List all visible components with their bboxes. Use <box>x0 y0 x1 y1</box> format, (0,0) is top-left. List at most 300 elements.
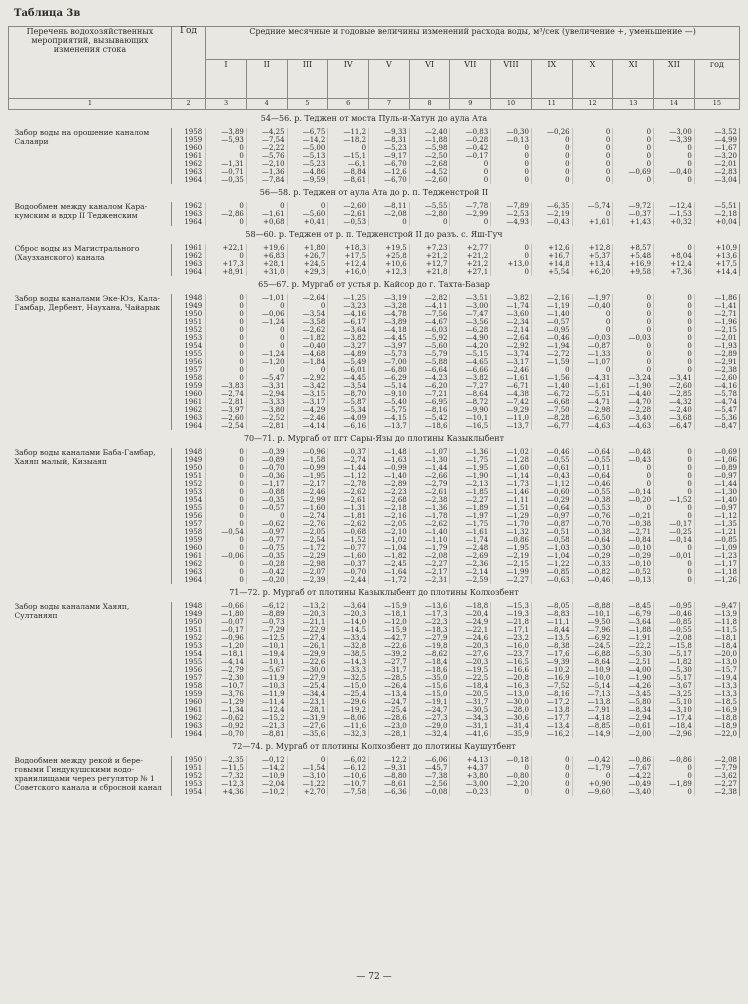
month-value-cell: —9,17 <box>369 152 410 160</box>
month-value-cell: +16,9 <box>613 260 654 268</box>
month-value-cell: 0 <box>613 128 654 136</box>
month-value-cell: —23,1 <box>287 698 328 706</box>
month-value-cell: —1,12 <box>328 472 369 480</box>
month-value-cell: —1,51 <box>491 504 532 512</box>
month-value-cell: —0,53 <box>572 504 613 512</box>
month-value-cell: —2,20 <box>491 780 532 788</box>
month-value-cell: 0 <box>654 160 695 168</box>
month-value-cell: —2,48 <box>450 544 491 552</box>
month-value-cell: —5,92 <box>409 334 450 342</box>
month-value-cell: +0,68 <box>246 218 287 226</box>
month-value-cell: —0,70 <box>572 520 613 528</box>
month-value-cell: —4,22 <box>613 772 654 780</box>
month-value-cell: 0 <box>654 176 695 184</box>
month-value-cell: —1,89 <box>654 780 695 788</box>
month-value-cell: —2,05 <box>369 520 410 528</box>
month-value-cell: —23,7 <box>491 650 532 658</box>
annual-value-cell: —20,0 <box>694 650 739 658</box>
month-value-cell: —0,51 <box>531 528 572 536</box>
month-value-cell: —1,44 <box>409 464 450 472</box>
month-value-cell: 0 <box>654 488 695 496</box>
month-value-cell: 0 <box>491 160 532 168</box>
annual-value-cell: —3,20 <box>694 152 739 160</box>
month-value-cell: +17,5 <box>328 252 369 260</box>
year-cell: 1957 <box>171 520 205 528</box>
month-value-cell: —19,3 <box>491 610 532 618</box>
month-value-cell: —3,45 <box>613 690 654 698</box>
month-value-cell: —1,22 <box>531 560 572 568</box>
column-number: 3 <box>206 99 247 110</box>
month-value-cell: —2,56 <box>409 780 450 788</box>
month-value-cell: —3,33 <box>246 398 287 406</box>
month-value-cell: —4,23 <box>409 374 450 382</box>
year-cell: 1953 <box>171 488 205 496</box>
month-value-cell: 0 <box>531 152 572 160</box>
annual-value-cell: —16,9 <box>694 706 739 714</box>
month-value-cell: —0,29 <box>572 552 613 560</box>
month-value-cell: +8,04 <box>654 252 695 260</box>
column-number: 6 <box>328 99 369 110</box>
month-value-cell: —1,31 <box>328 504 369 512</box>
month-value-cell: 0 <box>491 152 532 160</box>
month-value-cell: —5,76 <box>246 152 287 160</box>
month-value-cell: —1,60 <box>287 504 328 512</box>
month-value-cell: —4,20 <box>450 342 491 350</box>
month-value-cell: 0 <box>572 168 613 176</box>
month-value-cell: +10,6 <box>369 260 410 268</box>
month-value-cell: 0 <box>654 358 695 366</box>
month-value-cell: —3,27 <box>328 342 369 350</box>
month-value-cell: —2,14 <box>450 568 491 576</box>
section-title: 72—74. р. Мургаб от плотины Колхозбент до плотины Каушутбент <box>232 742 516 751</box>
month-value-cell: 0 <box>246 342 287 350</box>
month-value-cell: —17,1 <box>491 626 532 634</box>
month-value-cell: —2,10 <box>369 528 410 536</box>
annual-value-cell: —13,3 <box>694 690 739 698</box>
year-cell: 1952 <box>171 772 205 780</box>
month-value-cell: —26,1 <box>287 642 328 650</box>
month-value-cell: —1,40 <box>531 310 572 318</box>
year-cell: 1948 <box>171 448 205 456</box>
table-body <box>9 99 740 797</box>
column-numbers-row <box>9 99 740 110</box>
header-month: VII <box>450 60 491 99</box>
month-value-cell: 0 <box>531 176 572 184</box>
annual-value-cell: —0,89 <box>694 464 739 472</box>
column-number: 15 <box>694 99 739 110</box>
month-value-cell: —0,29 <box>613 552 654 560</box>
month-value-cell: —0,30 <box>572 544 613 552</box>
year-cell: 1964 <box>171 730 205 738</box>
month-value-cell: —18,6 <box>409 666 450 674</box>
month-value-cell: 0 <box>654 334 695 342</box>
month-value-cell: —7,78 <box>450 202 491 210</box>
month-value-cell: —18,2 <box>328 136 369 144</box>
month-value-cell: —2,62 <box>409 520 450 528</box>
month-value-cell: —14,5 <box>328 626 369 634</box>
month-value-cell: 0 <box>654 302 695 310</box>
month-value-cell: —1,63 <box>369 456 410 464</box>
month-value-cell: —0,97 <box>246 528 287 536</box>
month-value-cell: —2,85 <box>654 390 695 398</box>
month-value-cell: —0,43 <box>531 472 572 480</box>
month-value-cell: —3,58 <box>287 318 328 326</box>
month-value-cell: —17,2 <box>531 698 572 706</box>
month-value-cell: —1,82 <box>287 334 328 342</box>
month-value-cell: +25,8 <box>369 252 410 260</box>
header-month: XI <box>613 60 654 99</box>
month-value-cell: —5,93 <box>206 136 247 144</box>
annual-value-cell: —18,8 <box>694 714 739 722</box>
month-value-cell: 0 <box>206 334 247 342</box>
month-value-cell: —9,60 <box>572 788 613 796</box>
month-value-cell: —5,47 <box>246 374 287 382</box>
month-value-cell: —8,45 <box>613 602 654 610</box>
month-value-cell: 0 <box>613 144 654 152</box>
month-value-cell: —10,3 <box>246 682 287 690</box>
month-value-cell: —1,40 <box>369 472 410 480</box>
month-value-cell: 0 <box>613 366 654 374</box>
month-value-cell: —3,54 <box>287 310 328 318</box>
month-value-cell: 0 <box>246 202 287 210</box>
month-value-cell: —2,31 <box>409 576 450 584</box>
month-value-cell: +26,7 <box>287 252 328 260</box>
month-value-cell: —6,71 <box>491 382 532 390</box>
month-value-cell: —0,46 <box>531 334 572 342</box>
month-value-cell: 0 <box>654 764 695 772</box>
measure-description: Сброс воды из Магистрального (Хаузханского) канала <box>14 244 140 262</box>
month-value-cell: 0 <box>206 480 247 488</box>
month-value-cell: —3,60 <box>491 310 532 318</box>
annual-value-cell: —11,5 <box>694 626 739 634</box>
month-value-cell: 0 <box>206 294 247 302</box>
month-value-cell: —9,72 <box>613 202 654 210</box>
month-value-cell: 0 <box>491 788 532 796</box>
month-value-cell: —2,27 <box>409 560 450 568</box>
month-value-cell: +5,54 <box>531 268 572 276</box>
month-value-cell: —1,10 <box>409 536 450 544</box>
table-row <box>9 756 740 764</box>
month-value-cell: —0,85 <box>531 568 572 576</box>
year-cell: 1950 <box>171 756 205 764</box>
month-value-cell: 0 <box>491 244 532 252</box>
month-value-cell: —22,1 <box>450 626 491 634</box>
month-value-cell: —2,27 <box>450 496 491 504</box>
month-value-cell: —0,96 <box>287 448 328 456</box>
month-value-cell: —0,57 <box>246 504 287 512</box>
month-value-cell: —0,84 <box>613 536 654 544</box>
year-cell: 1950 <box>171 618 205 626</box>
annual-value-cell: —2,08 <box>694 756 739 764</box>
month-value-cell: —2,62 <box>287 326 328 334</box>
month-value-cell: 0 <box>654 144 695 152</box>
annual-value-cell: —18,1 <box>694 634 739 642</box>
month-value-cell: —1,32 <box>491 528 532 536</box>
month-value-cell: —1,29 <box>206 698 247 706</box>
month-value-cell: —3,19 <box>369 294 410 302</box>
year-cell: 1961 <box>171 706 205 714</box>
year-cell: 1964 <box>171 268 205 276</box>
annual-value-cell: —2,71 <box>694 310 739 318</box>
month-value-cell: —3,25 <box>654 690 695 698</box>
month-value-cell: 0 <box>206 496 247 504</box>
month-value-cell: —13,5 <box>531 634 572 642</box>
month-value-cell: —0,89 <box>246 456 287 464</box>
year-cell: 1963 <box>171 168 205 176</box>
month-value-cell: —1,34 <box>206 706 247 714</box>
month-value-cell: +16,0 <box>328 268 369 276</box>
month-value-cell: —32,8 <box>328 642 369 650</box>
month-value-cell: —3,67 <box>654 682 695 690</box>
month-value-cell: —10,1 <box>572 610 613 618</box>
month-value-cell: 0 <box>369 218 410 226</box>
month-value-cell: —25,4 <box>287 682 328 690</box>
month-value-cell: —5,75 <box>369 406 410 414</box>
month-value-cell: —18,6 <box>409 422 450 430</box>
month-value-cell: —1,31 <box>206 160 247 168</box>
month-value-cell: —6,72 <box>531 390 572 398</box>
month-value-cell: —0,07 <box>206 618 247 626</box>
month-value-cell: +14,8 <box>531 260 572 268</box>
month-value-cell: —45,7 <box>409 764 450 772</box>
month-value-cell: —19,1 <box>409 698 450 706</box>
month-value-cell: —11,0 <box>491 414 532 422</box>
month-value-cell: 0 <box>654 772 695 780</box>
month-value-cell: —2,19 <box>531 210 572 218</box>
month-value-cell: —2,17 <box>409 568 450 576</box>
month-value-cell: —0,23 <box>450 788 491 796</box>
year-cell: 1959 <box>171 690 205 698</box>
month-value-cell: 0 <box>206 144 247 152</box>
month-value-cell: —0,38 <box>613 520 654 528</box>
header-month: V <box>369 60 410 99</box>
month-value-cell: —2,46 <box>491 366 532 374</box>
month-value-cell: —27,6 <box>287 722 328 730</box>
month-value-cell: —4,45 <box>328 374 369 382</box>
month-value-cell: —0,13 <box>613 576 654 584</box>
month-value-cell: —42,7 <box>369 634 410 642</box>
month-value-cell: —6,95 <box>409 398 450 406</box>
month-value-cell: —1,56 <box>531 374 572 382</box>
month-value-cell: —29,6 <box>328 698 369 706</box>
month-value-cell: —0,62 <box>206 714 247 722</box>
month-value-cell: —0,86 <box>654 756 695 764</box>
annual-value-cell: —13,9 <box>694 610 739 618</box>
month-value-cell: +6,83 <box>246 252 287 260</box>
document-page <box>8 4 740 996</box>
measure-description: Забор воды каналами Баба-Гамбар, Хаяяп малый, Кизыаяп <box>14 448 156 466</box>
month-value-cell: 0 <box>206 366 247 374</box>
month-value-cell: —12,6 <box>369 168 410 176</box>
month-value-cell: —1,40 <box>531 382 572 390</box>
month-value-cell: —7,91 <box>572 706 613 714</box>
month-value-cell: —2,36 <box>450 560 491 568</box>
measure-description: Забор воды каналами Хаяяп, Султаняяп <box>14 602 130 620</box>
month-value-cell: —14,3 <box>328 658 369 666</box>
annual-value-cell: —13,0 <box>694 658 739 666</box>
month-value-cell: —1,95 <box>450 464 491 472</box>
year-cell: 1963 <box>171 210 205 218</box>
year-cell: 1960 <box>171 698 205 706</box>
month-value-cell: +21,2 <box>450 260 491 268</box>
month-value-cell: —3,89 <box>206 128 247 136</box>
month-value-cell: 0 <box>287 366 328 374</box>
month-value-cell: —0,83 <box>450 128 491 136</box>
month-value-cell: —33,4 <box>328 634 369 642</box>
month-value-cell: 0 <box>206 326 247 334</box>
month-value-cell: 0 <box>572 152 613 160</box>
month-value-cell: —0,63 <box>531 576 572 584</box>
month-value-cell: —8,85 <box>572 722 613 730</box>
month-value-cell: —8,72 <box>450 398 491 406</box>
section-title: 71—72. р. Мургаб от плотины Казыклыбент до плотины Колхозбент <box>229 588 519 597</box>
month-value-cell: —16,6 <box>491 666 532 674</box>
month-value-cell: —0,10 <box>613 560 654 568</box>
month-value-cell: —0,64 <box>572 472 613 480</box>
month-value-cell: —2,96 <box>654 730 695 738</box>
month-value-cell: —33,3 <box>328 666 369 674</box>
month-value-cell: —2,80 <box>409 210 450 218</box>
section-title-row <box>9 280 740 294</box>
month-value-cell: —14,2 <box>246 764 287 772</box>
water-flow-change-table <box>8 26 740 796</box>
month-value-cell: —0,26 <box>531 128 572 136</box>
month-value-cell: —0,48 <box>613 448 654 456</box>
month-value-cell: —5,73 <box>369 350 410 358</box>
month-value-cell: —27,9 <box>287 674 328 682</box>
month-value-cell: —0,99 <box>369 464 410 472</box>
month-value-cell: —31,9 <box>287 714 328 722</box>
month-value-cell: 0 <box>206 342 247 350</box>
month-value-cell: —1,74 <box>450 536 491 544</box>
month-value-cell: —0,37 <box>613 210 654 218</box>
month-value-cell: —2,40 <box>409 128 450 136</box>
month-value-cell: —1,85 <box>450 488 491 496</box>
page-number: — 72 — <box>356 972 392 982</box>
month-value-cell: —6,66 <box>450 366 491 374</box>
month-value-cell: —10,1 <box>246 642 287 650</box>
year-cell: 1951 <box>171 764 205 772</box>
month-value-cell: —8,70 <box>328 390 369 398</box>
month-value-cell: —8,28 <box>531 414 572 422</box>
annual-value-cell: —15,7 <box>694 666 739 674</box>
month-value-cell: —2,79 <box>409 480 450 488</box>
month-value-cell: —11,1 <box>531 618 572 626</box>
month-value-cell: 0 <box>572 176 613 184</box>
month-value-cell: —2,64 <box>287 294 328 302</box>
month-value-cell: —5,51 <box>572 390 613 398</box>
year-cell: 1948 <box>171 294 205 302</box>
month-value-cell: —1,80 <box>206 610 247 618</box>
month-value-cell: 0 <box>206 456 247 464</box>
month-value-cell: —3,31 <box>246 382 287 390</box>
month-value-cell: —8,05 <box>531 602 572 610</box>
year-cell: 1955 <box>171 350 205 358</box>
month-value-cell: —1,14 <box>491 472 532 480</box>
month-value-cell: 0 <box>654 310 695 318</box>
annual-value-cell: —0,97 <box>694 504 739 512</box>
year-cell: 1956 <box>171 358 205 366</box>
month-value-cell: +21,8 <box>409 268 450 276</box>
month-value-cell: 0 <box>613 152 654 160</box>
month-value-cell: —1,02 <box>491 448 532 456</box>
column-number: 14 <box>654 99 695 110</box>
month-value-cell: —2,94 <box>246 390 287 398</box>
month-value-cell: 0 <box>654 244 695 252</box>
month-value-cell: —15,2 <box>246 714 287 722</box>
month-value-cell: —6,06 <box>409 756 450 764</box>
annual-value-cell: —11,8 <box>694 618 739 626</box>
table-row <box>9 202 740 210</box>
month-value-cell: —2,23 <box>369 488 410 496</box>
month-value-cell: —31,7 <box>450 698 491 706</box>
month-value-cell: —1,36 <box>450 448 491 456</box>
month-value-cell: —31,7 <box>369 666 410 674</box>
month-value-cell: 0 <box>654 504 695 512</box>
month-value-cell: —2,50 <box>409 152 450 160</box>
month-value-cell: —9,59 <box>287 176 328 184</box>
month-value-cell: —4,68 <box>287 350 328 358</box>
month-value-cell: 0 <box>531 136 572 144</box>
month-value-cell: —3,00 <box>450 780 491 788</box>
month-value-cell: —39,2 <box>369 650 410 658</box>
month-value-cell: 0 <box>206 358 247 366</box>
month-value-cell: 0 <box>206 350 247 358</box>
month-value-cell: —1,94 <box>531 342 572 350</box>
month-value-cell: —35,9 <box>491 730 532 738</box>
month-value-cell: —22,6 <box>287 658 328 666</box>
month-value-cell: —2,76 <box>287 520 328 528</box>
annual-value-cell: —5,47 <box>694 406 739 414</box>
month-value-cell: —18,8 <box>450 602 491 610</box>
month-value-cell: —7,96 <box>572 626 613 634</box>
month-value-cell: 0 <box>206 576 247 584</box>
annual-value-cell: —0,85 <box>694 536 739 544</box>
month-value-cell: —6,75 <box>287 128 328 136</box>
month-value-cell: 0 <box>450 168 491 176</box>
month-value-cell: —15,1 <box>328 152 369 160</box>
month-value-cell: —15,9 <box>369 626 410 634</box>
month-value-cell: —28,1 <box>287 706 328 714</box>
month-value-cell: —1,75 <box>450 520 491 528</box>
month-value-cell: —3,10 <box>654 706 695 714</box>
month-value-cell: —2,30 <box>206 674 247 682</box>
month-value-cell: —1,11 <box>491 496 532 504</box>
month-value-cell: 0 <box>654 456 695 464</box>
month-value-cell: —19,2 <box>328 706 369 714</box>
month-value-cell: 0 <box>654 480 695 488</box>
month-value-cell: —1,99 <box>491 568 532 576</box>
month-value-cell: —5,15 <box>450 350 491 358</box>
year-cell: 1954 <box>171 788 205 796</box>
month-value-cell: —27,6 <box>450 650 491 658</box>
section-title-row <box>9 434 740 448</box>
month-value-cell: 0 <box>206 472 247 480</box>
month-value-cell: —0,60 <box>531 488 572 496</box>
month-value-cell: +28,1 <box>246 260 287 268</box>
month-value-cell: —3,42 <box>287 382 328 390</box>
month-value-cell: —0,96 <box>206 634 247 642</box>
month-value-cell: —0,43 <box>531 218 572 226</box>
month-value-cell: —1,48 <box>369 448 410 456</box>
month-value-cell: —24,5 <box>572 642 613 650</box>
month-value-cell: —15,9 <box>369 602 410 610</box>
month-value-cell: —1,40 <box>409 528 450 536</box>
month-value-cell: —0,68 <box>328 528 369 536</box>
annual-value-cell: —1,26 <box>694 576 739 584</box>
month-value-cell: —2,19 <box>491 552 532 560</box>
month-value-cell: —0,13 <box>491 136 532 144</box>
